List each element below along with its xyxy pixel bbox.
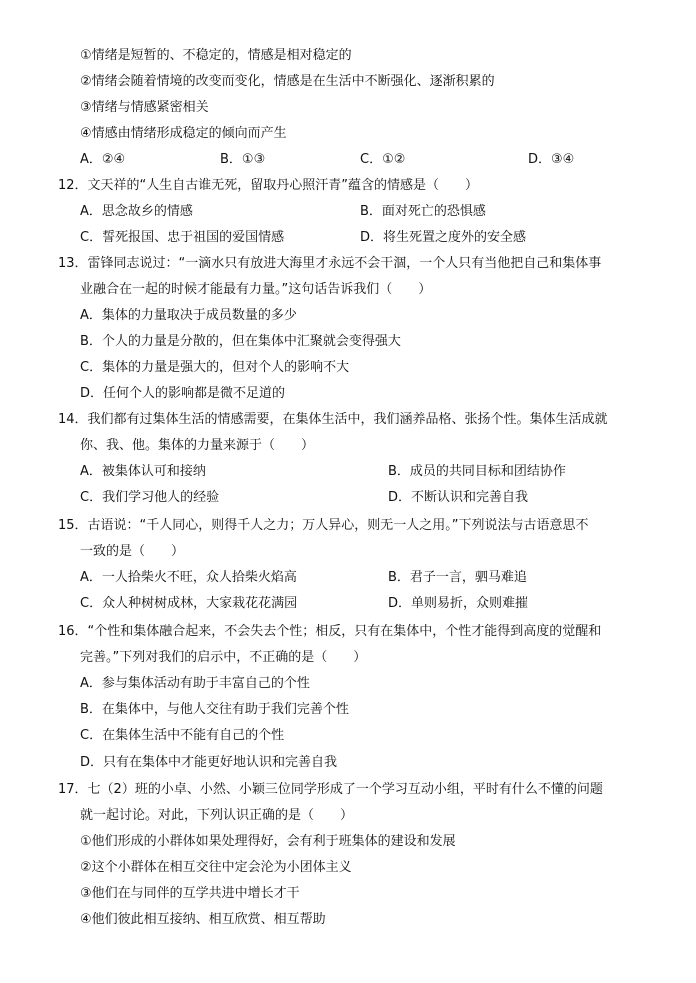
q14-option-b[interactable]: B．成员的共同目标和团结协作 [388,464,566,479]
q16-option-a[interactable]: A．参与集体活动有助于丰富自己的个性 [80,676,310,691]
q11-statement-4: ④情感由情绪形成稳定的倾向而产生 [80,126,287,141]
q13-option-b[interactable]: B．个人的力量是分散的，但在集体中汇聚就会变得强大 [80,334,401,349]
q14-option-c[interactable]: C．我们学习他人的经验 [80,490,220,505]
q17-stem-line-1: 17．七（2）班的小卓、小然、小颖三位同学形成了一个学习互动小组，平时有什么不懂的问题 [58,782,603,797]
q13-stem-line-2: 业融合在一起的时候才能最有力量。”这句话告诉我们（ ） [80,282,432,297]
q12-option-b[interactable]: B．面对死亡的恐惧感 [360,204,486,219]
q16-stem-line-2: 完善。”下列对我们的启示中，不正确的是（ ） [80,650,367,665]
q17-statement-3: ③他们在与同伴的互学共进中增长才干 [80,886,300,901]
q15-options-row-2 [80,595,640,613]
q15-options-row-1 [80,569,640,587]
q15-option-c[interactable]: C．众人种树树成林，大家栽花花满园 [80,596,298,611]
q11-option-b[interactable]: B．①③ [220,152,266,167]
q11-statement-3: ③情绪与情感紧密相关 [80,100,209,115]
q15-option-d[interactable]: D．单则易折，众则难摧 [388,596,529,611]
q17-statement-1: ①他们形成的小群体如果处理得好，会有利于班集体的建设和发展 [80,834,456,849]
q15-option-b[interactable]: B．君子一言，驷马难追 [388,570,527,585]
q12-options-row-2 [80,229,640,247]
q16-option-d[interactable]: D．只有在集体中才能更好地认识和完善自我 [80,755,338,770]
q13-option-d[interactable]: D．任何个人的影响都是微不足道的 [80,386,286,401]
q16-option-c[interactable]: C．在集体生活中不能有自己的个性 [80,728,285,743]
q11-statement-2: ②情绪会随着情境的改变而变化，情感是在生活中不断强化、逐渐积累的 [80,74,495,89]
q14-option-d[interactable]: D．不断认识和完善自我 [388,490,529,505]
q12-stem: 12．文天祥的“人生自古谁无死，留取丹心照汗青”蕴含的情感是（ ） [58,178,479,193]
q17-statement-4: ④他们彼此相互接纳、相互欣赏、相互帮助 [80,912,326,927]
q13-stem-line-1: 13．雷锋同志说过：“一滴水只有放进大海里才永远不会干涸，一个人只有当他把自己和集体事 [58,256,602,271]
q16-option-b[interactable]: B．在集体中，与他人交往有助于我们完善个性 [80,702,349,717]
q13-option-c[interactable]: C．集体的力量是强大的，但对个人的影响不大 [80,360,350,375]
q12-option-c[interactable]: C．誓死报国、忠于祖国的爱国情感 [80,230,285,245]
q11-option-a[interactable]: A．②④ [80,152,126,167]
q15-option-a[interactable]: A．一人拾柴火不旺，众人拾柴火焰高 [80,570,297,585]
q11-option-d[interactable]: D．③④ [528,152,575,167]
q13-option-a[interactable]: A．集体的力量取决于成员数量的多少 [80,308,297,323]
q14-stem-line-1: 14．我们都有过集体生活的情感需要，在集体生活中，我们涵养品格、张扬个性。集体生活成就 [58,412,608,427]
q11-statement-1: ①情绪是短暂的、不稳定的，情感是相对稳定的 [80,48,352,63]
q14-options-row-2 [80,489,640,507]
q17-stem-line-2: 就一起讨论。对此，下列认识正确的是（ ） [80,808,354,823]
q12-options-row-1 [80,203,640,221]
q15-stem-line-2: 一致的是（ ） [80,544,185,559]
q14-option-a[interactable]: A．被集体认可和接纳 [80,464,206,479]
q16-stem-line-1: 16．“个性和集体融合起来，不会失去个性；相反，只有在集体中，个性才能得到高度的觉醒和 [58,624,602,639]
q17-statement-2: ②这个小群体在相互交往中定会沦为小团体主义 [80,860,352,875]
q15-stem-line-1: 15．古语说：“千人同心，则得千人之力；万人异心，则无一人之用。”下列说法与古语意思不 [58,518,589,533]
q12-option-d[interactable]: D．将生死置之度外的安全感 [360,230,527,245]
q11-options [80,151,640,169]
q14-stem-line-2: 你、我、他。集体的力量来源于（ ） [80,438,315,453]
q14-options-row-1 [80,463,640,481]
q12-option-a[interactable]: A．思念故乡的情感 [80,204,193,219]
q11-option-c[interactable]: C．①② [360,152,406,167]
